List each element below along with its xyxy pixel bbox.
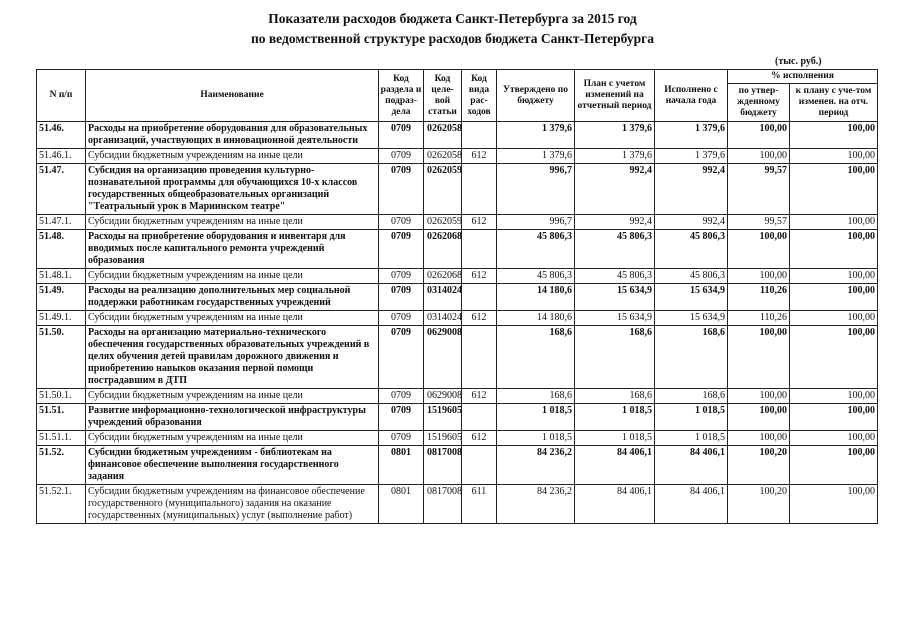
cell-num: 51.47. [37,164,86,215]
cell-razdel: 0709 [379,122,424,149]
section-row [37,404,878,431]
cell-pct-approved: 100,00 [728,122,790,149]
cell-executed: 45 806,3 [655,230,728,269]
cell-pct-approved: 100,00 [728,389,790,404]
cell-pct-plan: 100,00 [790,122,878,149]
cell-executed: 84 406,1 [655,446,728,485]
table-header-row [37,70,878,84]
cell-plan: 1 379,6 [575,122,655,149]
cell-pct-plan: 100,00 [790,485,878,524]
cell-name: Субсидии бюджетным учреждениям на иные цели [86,389,379,404]
cell-razdel: 0709 [379,269,424,284]
cell-approved: 1 018,5 [497,431,575,446]
subsidy-row [37,431,878,446]
cell-razdel: 0709 [379,389,424,404]
cell-executed: 1 379,6 [655,149,728,164]
cell-executed: 168,6 [655,326,728,389]
subsidy-row [37,389,878,404]
cell-vid [462,404,497,431]
cell-approved: 168,6 [497,389,575,404]
cell-plan: 992,4 [575,215,655,230]
cell-razdel: 0709 [379,164,424,215]
cell-pct-approved: 100,00 [728,404,790,431]
cell-approved: 84 236,2 [497,485,575,524]
cell-plan: 992,4 [575,164,655,215]
header-approved: Утверждено по бюджету [497,70,575,122]
cell-executed: 45 806,3 [655,269,728,284]
cell-num: 51.50.1. [37,389,86,404]
header-pct-plan: к плану с уче-том изменен. на отч. период [790,84,878,122]
cell-executed: 1 379,6 [655,122,728,149]
cell-pct-plan: 100,00 [790,269,878,284]
cell-name: Расходы на приобретение оборудования и инвентаря для вводимых после капитального ремонта учреждений образования [86,230,379,269]
cell-pct-approved: 99,57 [728,215,790,230]
cell-plan: 84 406,1 [575,485,655,524]
cell-pct-plan: 100,00 [790,284,878,311]
cell-pct-plan: 100,00 [790,404,878,431]
cell-vid: 612 [462,311,497,326]
cell-statya: 0262059 [424,164,462,215]
cell-pct-approved: 99,57 [728,164,790,215]
cell-executed: 168,6 [655,389,728,404]
cell-approved: 45 806,3 [497,230,575,269]
section-row [37,284,878,311]
cell-plan: 15 634,9 [575,311,655,326]
cell-pct-approved: 100,00 [728,326,790,389]
cell-num: 51.47.1. [37,215,86,230]
section-row [37,446,878,485]
cell-razdel: 0709 [379,230,424,269]
cell-pct-approved: 110,26 [728,311,790,326]
cell-num: 51.46.1. [37,149,86,164]
cell-vid [462,446,497,485]
subsidy-row [37,269,878,284]
cell-razdel: 0709 [379,284,424,311]
cell-razdel: 0709 [379,404,424,431]
cell-statya: 0817008 [424,446,462,485]
cell-executed: 15 634,9 [655,311,728,326]
cell-statya: 0629008 [424,389,462,404]
cell-plan: 45 806,3 [575,269,655,284]
header-plan: План с учетом изменений на отчетный период [575,70,655,122]
cell-name: Субсидии бюджетным учреждениям на иные цели [86,149,379,164]
cell-pct-approved: 100,00 [728,431,790,446]
section-row [37,326,878,389]
cell-vid: 612 [462,149,497,164]
cell-name: Субсидия на организацию проведения культурно-познавательной программы для обучающихся 10-х классов государственных общеобразовательных организаций "Театральный урок в Мариинском театре" [86,164,379,215]
cell-plan: 1 018,5 [575,404,655,431]
cell-plan: 15 634,9 [575,284,655,311]
units-label: (тыс. руб.) [775,56,822,67]
cell-plan: 1 018,5 [575,431,655,446]
cell-statya: 0314024 [424,284,462,311]
section-row [37,122,878,149]
cell-name: Субсидии бюджетным учреждениям на иные цели [86,269,379,284]
section-row [37,164,878,215]
cell-num: 51.49.1. [37,311,86,326]
cell-num: 51.48. [37,230,86,269]
cell-vid [462,326,497,389]
cell-vid: 612 [462,389,497,404]
cell-pct-approved: 100,00 [728,149,790,164]
cell-vid [462,122,497,149]
cell-name: Субсидии бюджетным учреждениям на финансовое обеспечение государственного (муниципального) задания на оказание государственных (муниципальных) услуг (выполнение работ) [86,485,379,524]
cell-statya: 0262058 [424,149,462,164]
cell-plan: 84 406,1 [575,446,655,485]
cell-vid: 612 [462,269,497,284]
cell-name: Субсидии бюджетным учреждениям на иные цели [86,431,379,446]
cell-razdel: 0709 [379,431,424,446]
cell-approved: 14 180,6 [497,284,575,311]
cell-razdel: 0709 [379,149,424,164]
header-vid: Код вида рас-ходов [462,70,497,122]
cell-executed: 992,4 [655,215,728,230]
cell-vid [462,284,497,311]
cell-name: Расходы на приобретение оборудования для образовательных организаций, участвующих в инновационной деятельности [86,122,379,149]
cell-plan: 168,6 [575,326,655,389]
subsidy-row [37,149,878,164]
subsidy-row [37,485,878,524]
report-title-line2: по ведомственной структуре расходов бюджета Санкт-Петербурга [250,31,655,46]
header-statya: Код целе-вой статьи [424,70,462,122]
cell-plan: 168,6 [575,389,655,404]
budget-table [36,69,878,524]
cell-pct-plan: 100,00 [790,164,878,215]
cell-pct-approved: 100,20 [728,446,790,485]
cell-num: 51.49. [37,284,86,311]
header-razdel: Код раздела и подраз-дела [379,70,424,122]
cell-pct-approved: 100,20 [728,485,790,524]
cell-num: 51.50. [37,326,86,389]
cell-plan: 45 806,3 [575,230,655,269]
section-row [37,230,878,269]
cell-pct-plan: 100,00 [790,431,878,446]
cell-approved: 1 018,5 [497,404,575,431]
cell-vid [462,164,497,215]
cell-approved: 45 806,3 [497,269,575,284]
header-num: N п/п [37,70,86,122]
cell-executed: 84 406,1 [655,485,728,524]
cell-name: Развитие информационно-технологической инфраструктуры учреждений образования [86,404,379,431]
subsidy-row [37,311,878,326]
cell-statya: 0262068 [424,230,462,269]
cell-vid: 611 [462,485,497,524]
cell-num: 51.52.1. [37,485,86,524]
cell-executed: 1 018,5 [655,431,728,446]
cell-vid: 612 [462,431,497,446]
cell-razdel: 0801 [379,446,424,485]
cell-vid [462,230,497,269]
cell-num: 51.51. [37,404,86,431]
cell-num: 51.52. [37,446,86,485]
cell-approved: 168,6 [497,326,575,389]
cell-razdel: 0709 [379,311,424,326]
header-pct-approved: по утвер-жденному бюджету [728,84,790,122]
cell-pct-plan: 100,00 [790,149,878,164]
header-name: Наименование [86,70,379,122]
cell-statya: 0262059 [424,215,462,230]
cell-pct-plan: 100,00 [790,326,878,389]
cell-statya: 0262058 [424,122,462,149]
cell-name: Расходы на организацию материально-технического обеспечения государственных образовательных учреждений в целях обучения детей правилам дорожного движения и приобретению навыков оказания первой помощи пострадавшим в ДТП [86,326,379,389]
cell-executed: 15 634,9 [655,284,728,311]
cell-executed: 992,4 [655,164,728,215]
cell-pct-approved: 100,00 [728,230,790,269]
cell-statya: 0817008 [424,485,462,524]
cell-statya: 0314024 [424,311,462,326]
cell-name: Расходы на реализацию дополнительных мер социальной поддержки работникам государственных учреждений [86,284,379,311]
cell-num: 51.51.1. [37,431,86,446]
cell-num: 51.46. [37,122,86,149]
cell-statya: 0262068 [424,269,462,284]
cell-statya: 1519605 [424,404,462,431]
cell-pct-approved: 110,26 [728,284,790,311]
cell-razdel: 0801 [379,485,424,524]
cell-executed: 1 018,5 [655,404,728,431]
cell-approved: 996,7 [497,215,575,230]
cell-razdel: 0709 [379,326,424,389]
cell-statya: 0629008 [424,326,462,389]
cell-approved: 1 379,6 [497,122,575,149]
cell-pct-plan: 100,00 [790,215,878,230]
cell-approved: 14 180,6 [497,311,575,326]
header-percent-group: % исполнения [728,70,878,84]
cell-pct-plan: 100,00 [790,389,878,404]
cell-plan: 1 379,6 [575,149,655,164]
cell-approved: 996,7 [497,164,575,215]
cell-vid: 612 [462,215,497,230]
cell-name: Субсидии бюджетным учреждениям на иные цели [86,215,379,230]
subsidy-row [37,215,878,230]
report-title-line1: Показатели расходов бюджета Санкт-Петербурга за 2015 год [268,11,637,26]
cell-approved: 84 236,2 [497,446,575,485]
cell-name: Субсидии бюджетным учреждениям - библиотекам на финансовое обеспечение выполнения государственного задания [86,446,379,485]
cell-pct-plan: 100,00 [790,230,878,269]
cell-pct-approved: 100,00 [728,269,790,284]
cell-num: 51.48.1. [37,269,86,284]
cell-approved: 1 379,6 [497,149,575,164]
cell-name: Субсидии бюджетным учреждениям на иные цели [86,311,379,326]
cell-pct-plan: 100,00 [790,311,878,326]
cell-statya: 1519605 [424,431,462,446]
header-executed: Исполнено с начала года [655,70,728,122]
cell-razdel: 0709 [379,215,424,230]
cell-pct-plan: 100,00 [790,446,878,485]
